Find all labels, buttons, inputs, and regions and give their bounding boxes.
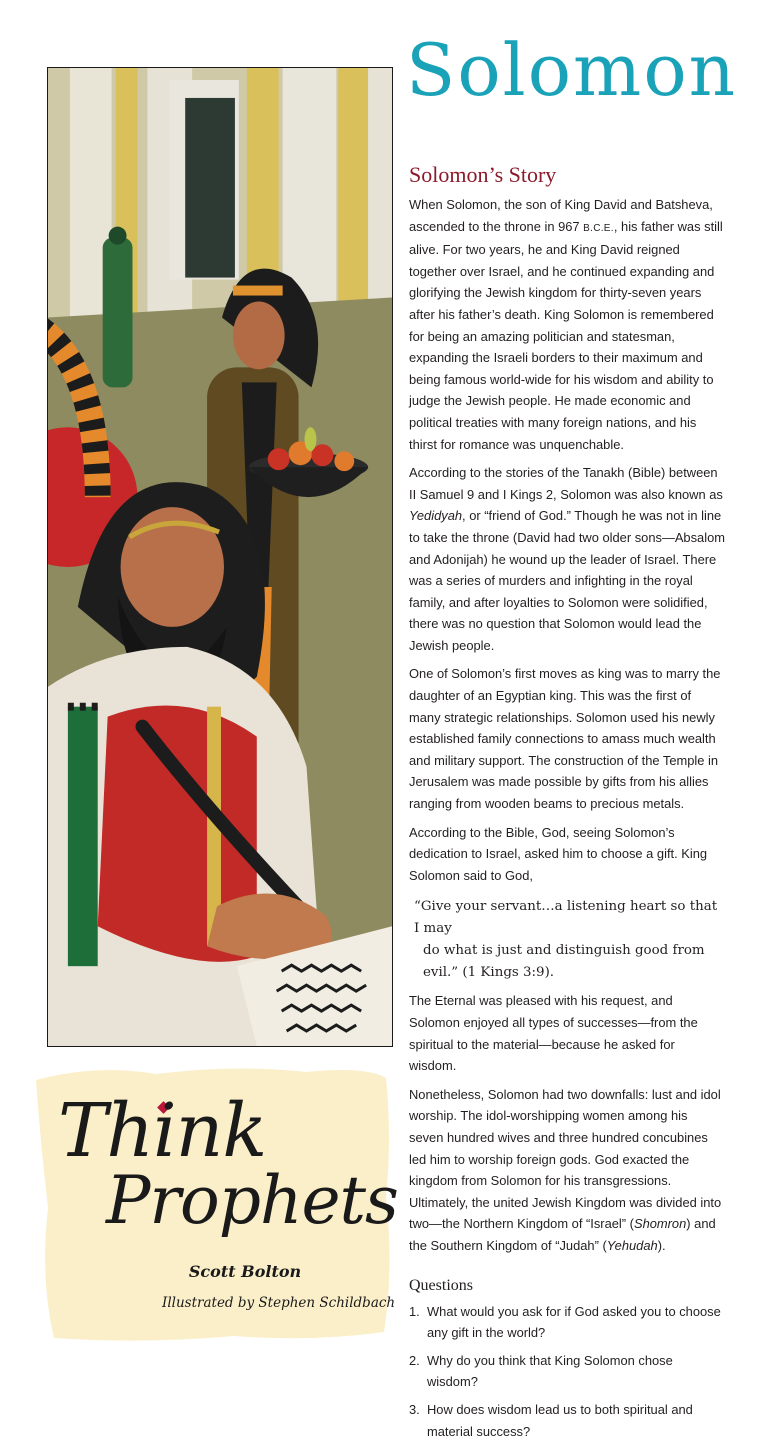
question-item xyxy=(409,1301,725,1344)
question-text: Why do you think that King Solomon chose wisdom? xyxy=(427,1352,673,1390)
story-paragraph-5: The Eternal was pleased with his request, and Solomon enjoyed all types of successes—from the spiritual to the material—because he asked for wisdom. xyxy=(409,993,698,1074)
questions-section xyxy=(409,1277,725,1443)
book-illustrator: Illustrated by Stephen Schildbach xyxy=(162,1295,396,1311)
questions-heading: Questions xyxy=(409,1276,473,1294)
question-text: What would you ask for if God asked you to choose any gift in the world? xyxy=(427,1303,721,1341)
story-heading: Solomon’s Story xyxy=(409,162,557,187)
story-section xyxy=(409,162,725,1448)
logo-think: Think xyxy=(58,1088,267,1174)
book-author: Scott Bolton xyxy=(188,1262,302,1281)
story-paragraph-3: One of Solomon’s first moves as king was to marry the daughter of an Egyptian king. This was the first of many strategic relationships. Solomon used his newly established family connections to amass much wealth and military support. The construction of the Temple in Jerusalem was made possible by gifts from his allies ranging from wooden beams to precious metals. xyxy=(409,666,721,812)
bible-quote: “Give your servant…a listening heart so that I may do what is just and distinguish good from evil.” (1 Kings 3:9). xyxy=(414,899,718,981)
question-item xyxy=(409,1399,725,1442)
story-paragraph-6: Nonetheless, Solomon had two downfalls: lust and idol worship. The idol-worshipping women among his seven hundred wives and three hundred concubines led him to worship foreign gods. God exacted the kingdom from Solomon for his transgressions. Ultimately, the united Jewish Kingdom was divided into two—the Northern Kingdom of “Israel” (Shomron) and the Southern Kingdom of “Judah” (Yehudah). xyxy=(409,1086,722,1253)
story-paragraph-2: According to the stories of the Tanakh (Bible) between II Samuel 9 and I Kings 2, Solomon was also known as Yedidyah, or “friend of God.” Though he was not in line to take the throne (David had two older sons—Absalom and Adonijah) he wound up the leader of Israel. There was a series of murders and infighting in the royal family, and after loyalties to Solomon were solidified, there was no question that Solomon would lead the Jewish people. xyxy=(409,465,725,653)
question-item xyxy=(409,1350,725,1393)
question-number: 3. xyxy=(409,1401,420,1417)
story-paragraph-4: According to the Bible, God, seeing Solomon’s dedication to Israel, asked him to choose a gift. King Solomon said to God, xyxy=(409,824,708,883)
question-text: How does wisdom lead us to both spiritual and material success? xyxy=(427,1401,693,1439)
logo-prophets: Prophets xyxy=(106,1162,398,1239)
question-number: 1. xyxy=(409,1303,420,1319)
illustration-art xyxy=(48,68,392,1046)
book-logo xyxy=(28,1066,398,1342)
question-number: 2. xyxy=(409,1352,420,1368)
solomon-illustration xyxy=(47,67,393,1047)
page-title: Solomon xyxy=(406,28,738,112)
story-paragraph-1: When Solomon, the son of King David and Batsheva, ascended to the throne in 967 B.C.E., his father was still alive. For two years, he and King David reigned together over Israel, and he continued expanding and glorifying the Jewish kingdom for thirty-seven years after his father’s death. King Solomon is remembered for being an amazing politician and statesman, expanding the Israeli borders to their maximum and being famous world-wide for his wisdom and ability to judge the Jewish people. He made economic and political treaties with many foreign nations, and his thirst for romance was unquenchable. xyxy=(409,197,723,452)
